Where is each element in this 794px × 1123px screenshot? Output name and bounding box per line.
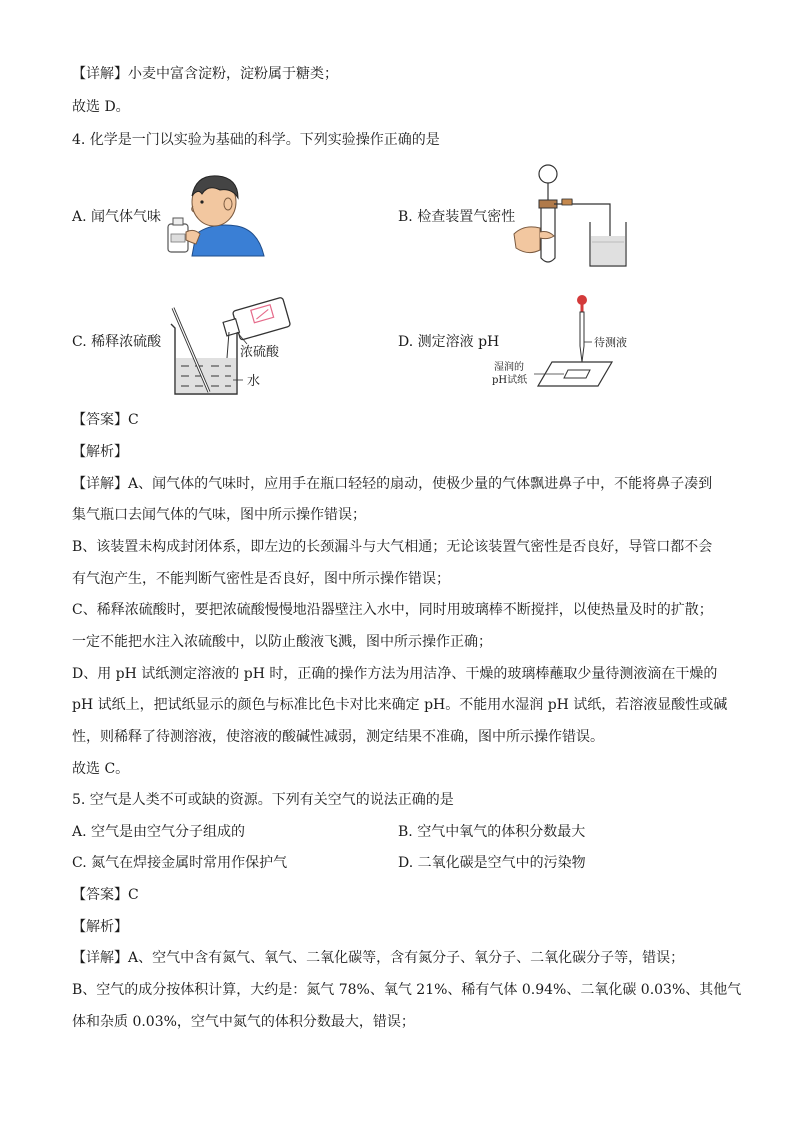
option-5a: A. 空气是由空气分子组成的 <box>72 824 246 840</box>
option-5b: B. 空气中氧气的体积分数最大 <box>398 824 586 840</box>
detail-q4-d-1: D、用 pH 试纸测定溶液的 pH 时，正确的操作方法为用洁净、干燥的玻璃棒蘸取少量待测液滴在干燥的 <box>72 666 718 682</box>
question-4: 4. 化学是一门以实验为基础的科学。下列实验操作正确的是 <box>72 132 440 148</box>
dilute-acid-figure <box>165 288 315 400</box>
answer-q5: 【答案】C <box>72 887 139 903</box>
option-4c: C. 稀释浓硫酸 <box>72 334 162 350</box>
detail-q3: 【详解】小麦中富含淀粉，淀粉属于糖类； <box>72 66 338 82</box>
option-5d: D. 二氧化碳是空气中的污染物 <box>398 855 586 871</box>
label-wet-paper-1: 湿润的 <box>494 362 524 373</box>
detail-q4-d-2: pH 试纸上，把试纸显示的颜色与标准比色卡对比来确定 pH。不能用水湿润 pH 试纸，若溶液显酸性或碱 <box>72 697 728 713</box>
detail-q5-b-1: B、空气的成分按体积计算，大约是：氮气 78%、氧气 21%、稀有气体 0.94%、二氧化碳 0.03%、其他气 <box>72 982 742 998</box>
answer-q4: 【答案】C <box>72 412 139 428</box>
label-test-liquid: 待测液 <box>594 336 627 349</box>
option-4b: B. 检查装置气密性 <box>398 209 516 225</box>
detail-q4-c-2: 一定不能把水注入浓硫酸中，以防止酸液飞溅，图中所示操作正确； <box>72 634 492 650</box>
detail-q5-a: 【详解】A、空气中含有氮气、氧气、二氧化碳等，含有氮分子、氧分子、二氧化碳分子等，错误； <box>72 950 685 966</box>
detail-q4-d-3: 性，则稀释了待测溶液，使溶液的酸碱性减弱，测定结果不准确，图中所示操作错误。 <box>72 729 604 745</box>
option-5c: C. 氮气在焊接金属时常用作保护气 <box>72 855 288 871</box>
label-wet-paper-2: pH试纸 <box>492 375 528 386</box>
detail-q4-a-2: 集气瓶口去闻气体的气味，图中所示操作错误； <box>72 507 366 523</box>
measure-ph-figure <box>488 290 638 390</box>
answer-choice-q4: 故选 C。 <box>72 761 130 777</box>
detail-q4-c-1: C、稀释浓硫酸时，要把浓硫酸慢慢地沿器壁注入水中，同时用玻璃棒不断搅拌，以使热量及时的扩散； <box>72 602 713 618</box>
label-water: 水 <box>247 374 261 389</box>
option-4d: D. 测定溶液 pH <box>398 334 500 350</box>
smell-gas-figure <box>162 172 272 256</box>
answer-choice-q3: 故选 D。 <box>72 99 130 115</box>
airtightness-figure <box>514 162 632 270</box>
detail-q5-b-2: 体和杂质 0.03%，空气中氮气的体积分数最大，错误； <box>72 1014 415 1030</box>
detail-q4-b-1: B、该装置未构成封闭体系，即左边的长颈漏斗与大气相通；无论该装置气密性是否良好，导管口都不会 <box>72 539 713 555</box>
detail-q4-a-1: 【详解】A、闻气体的气味时，应用手在瓶口轻轻的扇动，使极少量的气体飘进鼻子中，不能将鼻子凑到 <box>72 476 713 492</box>
analysis-q4: 【解析】 <box>72 444 128 460</box>
label-acid: 浓硫酸 <box>240 345 280 360</box>
detail-q4-b-2: 有气泡产生，不能判断气密性是否良好，图中所示操作错误； <box>72 571 450 587</box>
option-4a: A. 闻气体气味 <box>72 209 162 225</box>
analysis-q5: 【解析】 <box>72 919 128 935</box>
question-5: 5. 空气是人类不可或缺的资源。下列有关空气的说法正确的是 <box>72 792 454 808</box>
